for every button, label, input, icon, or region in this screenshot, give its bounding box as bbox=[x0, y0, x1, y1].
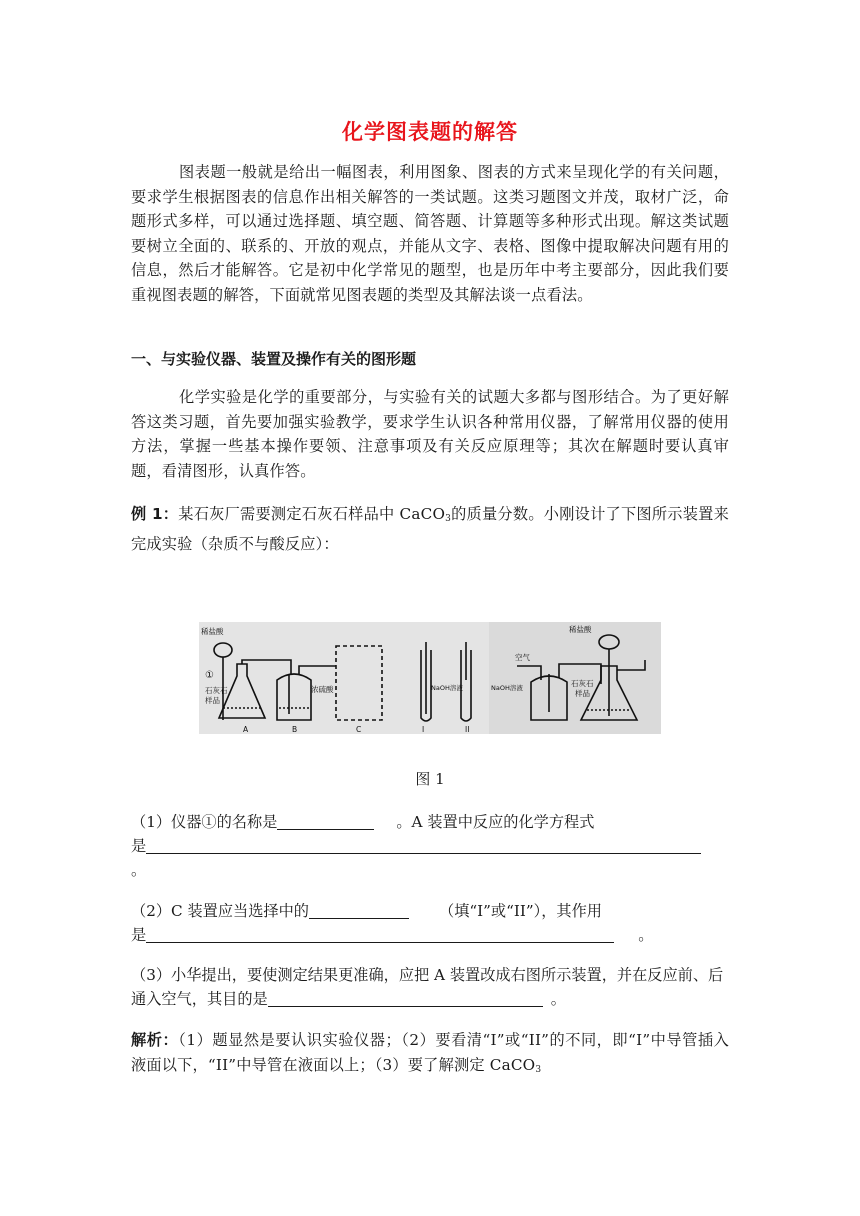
label-b: B bbox=[292, 725, 298, 734]
question-1 bbox=[131, 810, 731, 882]
apparatus-figure bbox=[199, 620, 661, 736]
label-sample-right: 样品 bbox=[575, 689, 590, 698]
example-label: 例 1： bbox=[131, 505, 179, 523]
q3-text-a: （3）小华提出，要使测定结果更准确，应把 A 装置改成右图所示装置，并在反应前、后通入空气，其目的是 bbox=[131, 966, 724, 1008]
q3-text-b: 。 bbox=[550, 990, 566, 1008]
label-dilute-hcl-left: 稀盐酸 bbox=[201, 627, 224, 636]
section-paragraph: 化学实验是化学的重要部分，与实验有关的试题大多都与图形结合。为了更好解答这类习题，首先要加强实验教学，要求学生认识各种常用仪器，了解常用仪器的使用方法，掌握一些基本操作要领、注意事项及有关反应原理等；其次在解题时要认真审题，看清图形，认真作答。 bbox=[131, 388, 729, 480]
example-text-before: 某石灰厂需要测定石灰石样品中 CaCO bbox=[178, 505, 446, 523]
q2-text-b: （填“I”或“II”），其作用 bbox=[439, 902, 602, 920]
q2-blank-1[interactable] bbox=[309, 902, 409, 919]
question-3 bbox=[131, 963, 729, 1011]
analysis-label: 解析： bbox=[131, 1031, 179, 1049]
figure-caption: 图 1 bbox=[415, 770, 445, 788]
q1-blank-2[interactable] bbox=[146, 837, 701, 854]
q3-blank[interactable] bbox=[268, 990, 543, 1007]
q1-text-c: 是 bbox=[131, 837, 147, 855]
q2-blank-2[interactable] bbox=[146, 926, 614, 943]
label-ii: II bbox=[465, 725, 470, 734]
analysis bbox=[131, 1028, 729, 1082]
label-i: I bbox=[422, 725, 425, 734]
label-naoh-solution: NaOH溶液 bbox=[431, 684, 463, 692]
q2-text-c: 是 bbox=[131, 926, 147, 944]
subscript: 3 bbox=[445, 514, 452, 524]
intro-paragraph: 图表题一般就是给出一幅图表，利用图象、图表的方式来呈现化学的有关问题，要求学生根据图表的信息作出相关解答的一类试题。这类习题图文并茂，取材广泛，命题形式多样，可以通过选择题、填空题、简答题、计算题等多种形式出现。解这类试题要树立全面的、联系的、开放的观点，并能从文字、表格、图像中提取解决问题有用的信息，然后才能解答。它是初中化学常见的题型，也是历年中考主要部分，因此我们要重视图表题的解答，下面就常见图表题的类型及其解法谈一点看法。 bbox=[131, 163, 729, 304]
section-heading: 一、与实验仪器、装置及操作有关的图形题 bbox=[131, 350, 417, 368]
q2-text-a: （2）C 装置应当选择中的 bbox=[131, 902, 309, 920]
q1-blank-1[interactable] bbox=[277, 813, 374, 830]
label-naoh-right: NaOH溶液 bbox=[491, 684, 523, 692]
label-circle-one: ① bbox=[205, 670, 214, 681]
label-dilute-hcl-right: 稀盐酸 bbox=[569, 625, 592, 634]
label-limestone-left: 石灰石 bbox=[205, 686, 228, 695]
question-2 bbox=[131, 899, 731, 947]
q1-text-b: 。A 装置中反应的化学方程式 bbox=[396, 813, 595, 831]
analysis-subscript: 3 bbox=[535, 1064, 542, 1075]
page-title: 化学图表题的解答 bbox=[342, 119, 518, 144]
label-limestone-right: 石灰石 bbox=[571, 679, 594, 688]
label-a: A bbox=[243, 725, 249, 734]
label-c: C bbox=[356, 725, 362, 734]
q2-text-d: 。 bbox=[638, 926, 654, 944]
example-1 bbox=[131, 502, 729, 556]
label-air: 空气 bbox=[515, 653, 530, 662]
q1-text-d: 。 bbox=[131, 861, 147, 879]
label-conc-h2so4: 浓硫酸 bbox=[311, 685, 334, 694]
q1-text-a: （1）仪器①的名称是 bbox=[131, 813, 278, 831]
analysis-text: （1）题显然是要认识实验仪器；（2）要看清“I”或“II”的不同，即“I”中导管插入液面以下，“II”中导管在液面以上；（3）要了解测定 CaCO bbox=[131, 1031, 730, 1074]
label-sample-left: 样品 bbox=[205, 696, 220, 705]
example-text-after: 的质量分数。小刚设计了下图所示装置来完成实验（杂质不与酸反应）： bbox=[131, 505, 730, 553]
